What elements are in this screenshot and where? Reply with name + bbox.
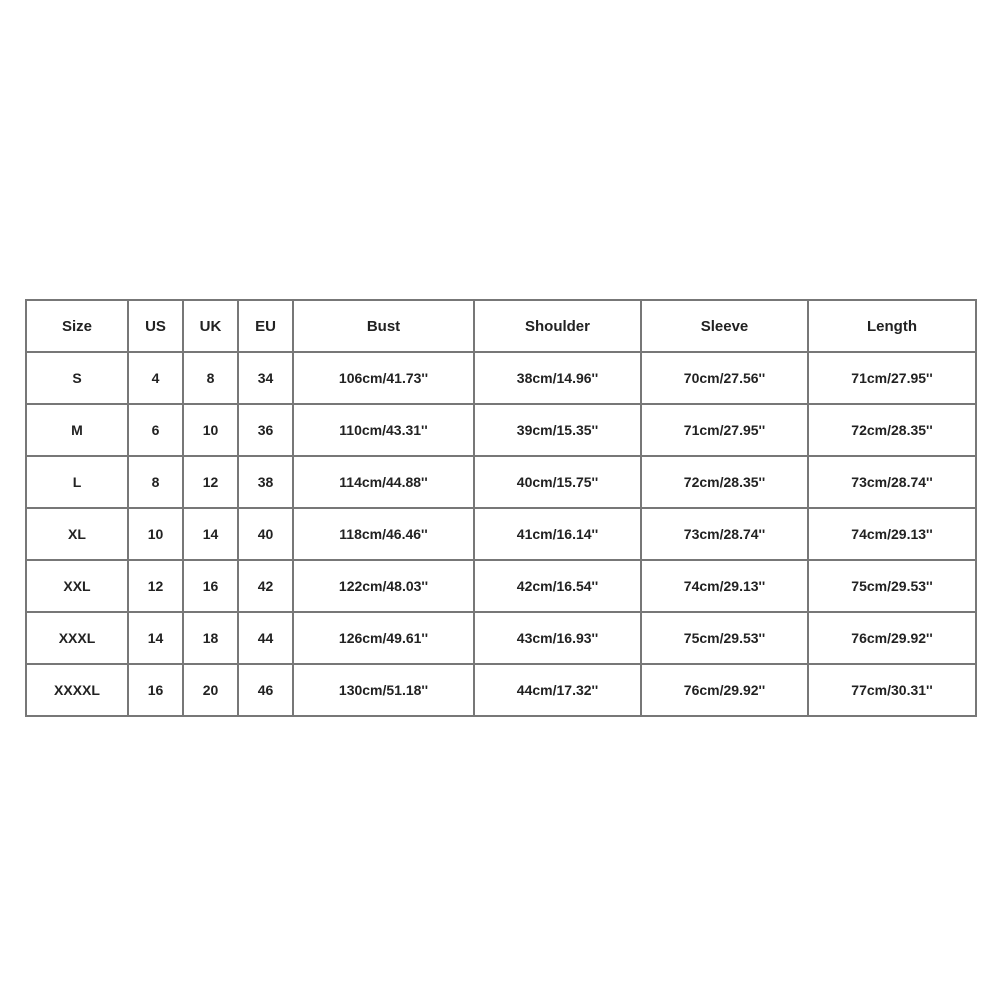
cell-uk: 8 xyxy=(183,352,238,404)
cell-size: XL xyxy=(26,508,128,560)
table-row xyxy=(26,664,976,716)
cell-shoulder: 43cm/16.93'' xyxy=(474,612,641,664)
cell-eu: 34 xyxy=(238,352,293,404)
cell-bust: 130cm/51.18'' xyxy=(293,664,474,716)
cell-uk: 18 xyxy=(183,612,238,664)
cell-bust: 122cm/48.03'' xyxy=(293,560,474,612)
header-bust: Bust xyxy=(293,300,474,352)
cell-bust: 114cm/44.88'' xyxy=(293,456,474,508)
cell-uk: 12 xyxy=(183,456,238,508)
header-shoulder: Shoulder xyxy=(474,300,641,352)
cell-us: 8 xyxy=(128,456,183,508)
cell-uk: 16 xyxy=(183,560,238,612)
cell-shoulder: 44cm/17.32'' xyxy=(474,664,641,716)
cell-length: 76cm/29.92'' xyxy=(808,612,976,664)
cell-sleeve: 73cm/28.74'' xyxy=(641,508,808,560)
cell-length: 71cm/27.95'' xyxy=(808,352,976,404)
cell-sleeve: 76cm/29.92'' xyxy=(641,664,808,716)
cell-length: 77cm/30.31'' xyxy=(808,664,976,716)
cell-shoulder: 40cm/15.75'' xyxy=(474,456,641,508)
cell-shoulder: 38cm/14.96'' xyxy=(474,352,641,404)
table-row xyxy=(26,404,976,456)
table-header-row xyxy=(26,300,976,352)
header-us: US xyxy=(128,300,183,352)
cell-sleeve: 70cm/27.56'' xyxy=(641,352,808,404)
cell-size: S xyxy=(26,352,128,404)
table-row xyxy=(26,508,976,560)
cell-size: M xyxy=(26,404,128,456)
cell-shoulder: 39cm/15.35'' xyxy=(474,404,641,456)
cell-eu: 46 xyxy=(238,664,293,716)
cell-us: 10 xyxy=(128,508,183,560)
cell-sleeve: 74cm/29.13'' xyxy=(641,560,808,612)
cell-bust: 126cm/49.61'' xyxy=(293,612,474,664)
cell-eu: 38 xyxy=(238,456,293,508)
cell-sleeve: 71cm/27.95'' xyxy=(641,404,808,456)
cell-length: 73cm/28.74'' xyxy=(808,456,976,508)
cell-size: XXL xyxy=(26,560,128,612)
cell-length: 74cm/29.13'' xyxy=(808,508,976,560)
table-row xyxy=(26,612,976,664)
cell-shoulder: 42cm/16.54'' xyxy=(474,560,641,612)
cell-size: L xyxy=(26,456,128,508)
cell-bust: 118cm/46.46'' xyxy=(293,508,474,560)
cell-us: 12 xyxy=(128,560,183,612)
cell-size: XXXXL xyxy=(26,664,128,716)
size-chart-table xyxy=(25,299,977,717)
cell-eu: 42 xyxy=(238,560,293,612)
header-length: Length xyxy=(808,300,976,352)
cell-bust: 106cm/41.73'' xyxy=(293,352,474,404)
table-row xyxy=(26,456,976,508)
header-uk: UK xyxy=(183,300,238,352)
cell-uk: 10 xyxy=(183,404,238,456)
cell-eu: 44 xyxy=(238,612,293,664)
cell-sleeve: 75cm/29.53'' xyxy=(641,612,808,664)
cell-size: XXXL xyxy=(26,612,128,664)
cell-us: 14 xyxy=(128,612,183,664)
cell-length: 75cm/29.53'' xyxy=(808,560,976,612)
cell-shoulder: 41cm/16.14'' xyxy=(474,508,641,560)
cell-uk: 14 xyxy=(183,508,238,560)
cell-eu: 36 xyxy=(238,404,293,456)
cell-sleeve: 72cm/28.35'' xyxy=(641,456,808,508)
cell-length: 72cm/28.35'' xyxy=(808,404,976,456)
header-size: Size xyxy=(26,300,128,352)
cell-us: 4 xyxy=(128,352,183,404)
cell-eu: 40 xyxy=(238,508,293,560)
header-eu: EU xyxy=(238,300,293,352)
cell-bust: 110cm/43.31'' xyxy=(293,404,474,456)
cell-uk: 20 xyxy=(183,664,238,716)
cell-us: 6 xyxy=(128,404,183,456)
cell-us: 16 xyxy=(128,664,183,716)
header-sleeve: Sleeve xyxy=(641,300,808,352)
table-row xyxy=(26,560,976,612)
table-row xyxy=(26,352,976,404)
